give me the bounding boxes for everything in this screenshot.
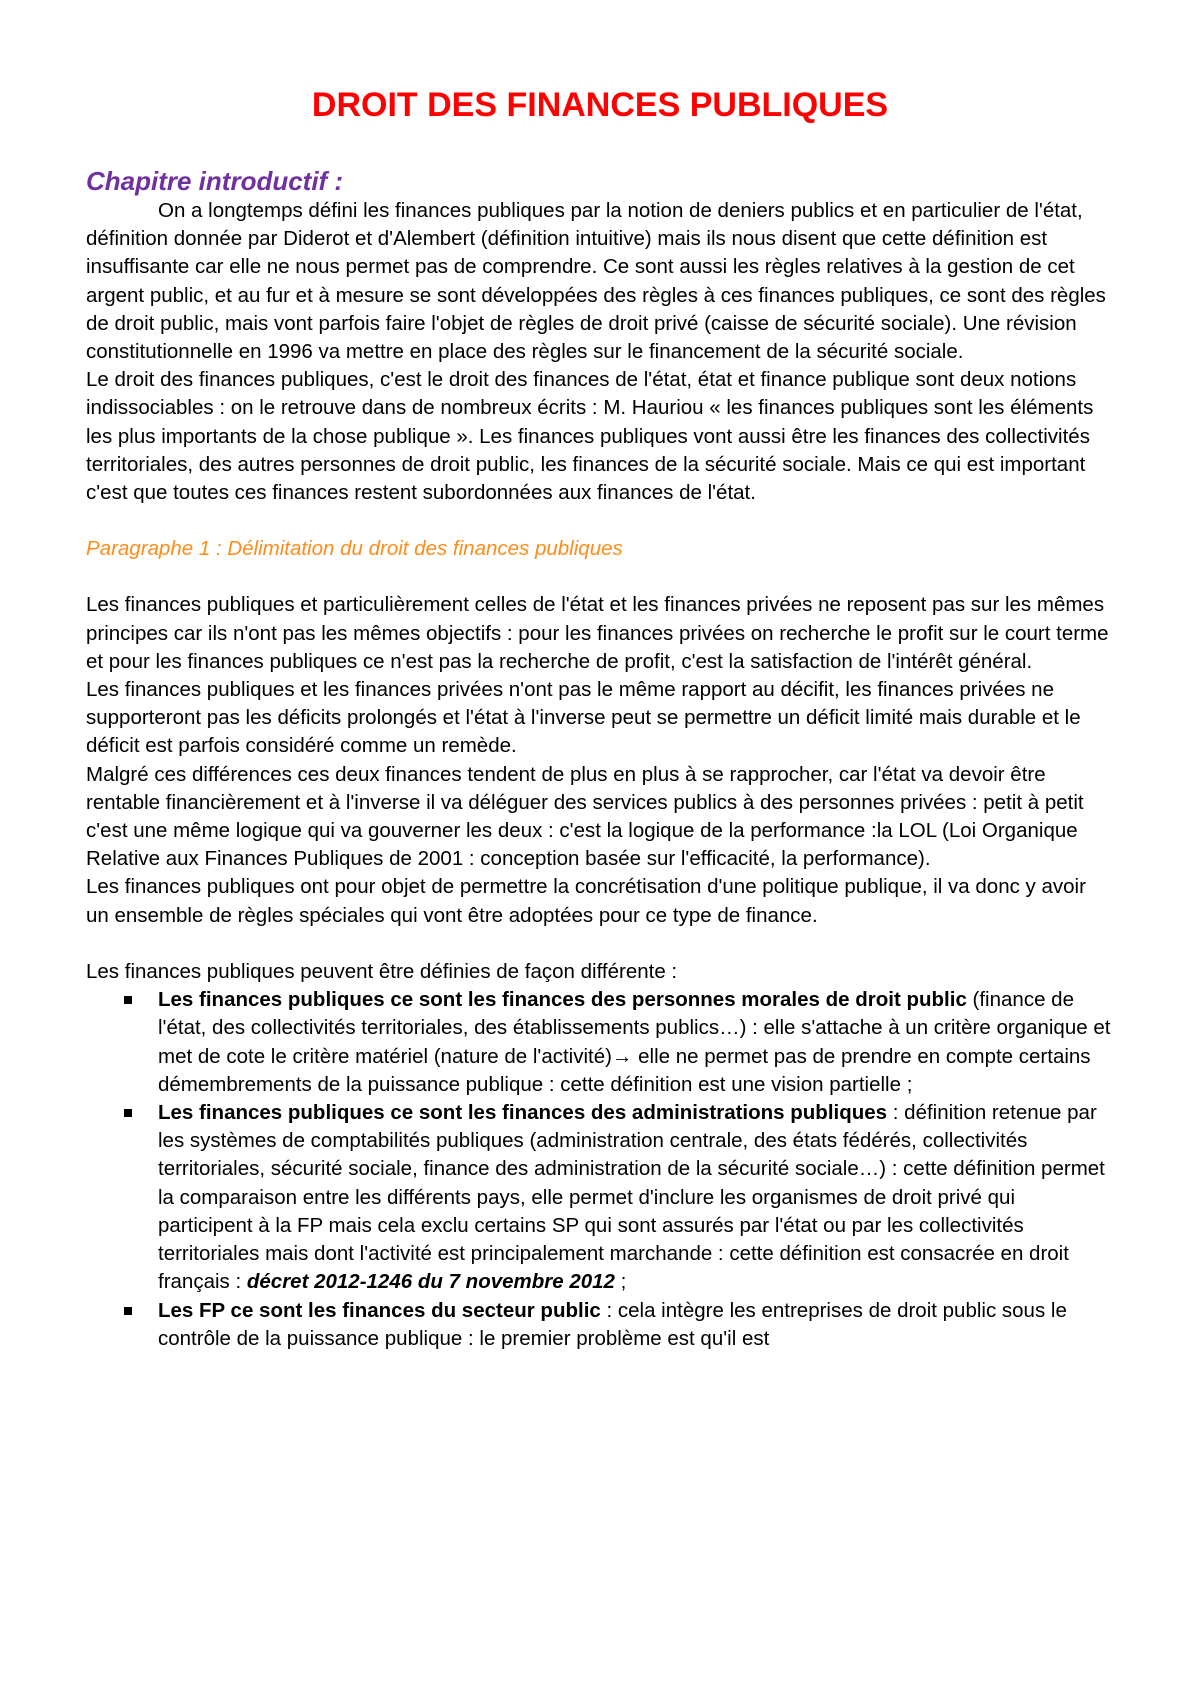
square-bullet-icon [124,1307,132,1315]
chapter-heading: Chapitre introductif : [86,166,344,196]
definition-term: Les finances publiques ce sont les finances des personnes morales de droit public [158,988,967,1012]
list-item [158,986,1114,1099]
section-paragraph: Les finances publiques et les finances privées n'ont pas le même rapport au décifit, les finances privées ne supporteront pas les déficits prolongés et l'état à l'inverse peut se permettre un déficit limité mais durable et le déficit est parfois considéré comme un remède. [86,678,1081,758]
definition-text: : définition retenue par les systèmes de comptabilités publiques (administration centrale, des états fédérés, collectivités territoriales, sécurité sociale, finance des administration de la sécurité sociale…) : cette définition permet la comparaison entre les différents pays, elle permet d'inclure les organismes de droit privé qui participent à la FP mais cela exclu certains SP qui sont assurés par l'état ou par les collectivités territoriales mais dont l'activité est principalement marchande : cette définition est consacrée en droit français : [158,1101,1105,1294]
definition-text: (finance de l'état, des collectivités territoriales, des établissements publics…) : elle s'attache à un critère organique et met de cote le critère matériel (nature de l'activité)→ elle ne permet pas de prendre en compte certains démembrements de la puissance publique : cette définition est une vision partielle ; [158,988,1111,1096]
list-item [158,1297,1114,1353]
section-paragraph: Les finances publiques et particulièrement celles de l'état et les finances privées ne reposent pas sur les mêmes principes car ils n'ont pas les mêmes objectifs : pour les finances privées on recherche le profit sur le court terme et pour les finances publiques ce n'est pas la recherche de profit, c'est la satisfaction de l'intérêt général. [86,593,1109,673]
square-bullet-icon [124,996,132,1004]
definition-text: : cela intègre les entreprises de droit public sous le contrôle de la puissance publique : le premier problème est qu'il est [158,1298,1067,1350]
section-paragraph: Malgré ces différences ces deux finances tendent de plus en plus à se rapprocher, car l'état va devoir être rentable financièrement et à l'inverse il va déléguer des services publics à des personnes privées : petit à petit c'est une même logique qui va gouverner les deux : c'est la logique de la performance :la LOL (Loi Organique Relative aux Finances Publiques de 2001 : conception basée sur l'efficacité, la performance). [86,762,1084,871]
chapter-paragraph: Le droit des finances publiques, c'est le droit des finances de l'état, état et finance publique sont deux notions indissociables : on le retrouve dans de nombreux écrits : M. Hauriou « les finances publiques sont les éléments les plus importants de la chose publique ». Les finances publiques vont aussi être les finances des collectivités territoriales, des autres personnes de droit public, les finances de la sécurité sociale. Mais ce qui est important c'est que toutes ces finances restent subordonnées aux finances de l'état. [86,368,1094,505]
definition-term: Les finances publiques ce sont les finances des administrations publiques [158,1101,888,1125]
blank-line [86,930,1114,958]
section-heading: Paragraphe 1 : Délimitation du droit des finances publiques [86,537,623,561]
definitions-intro: Les finances publiques peuvent être définies de façon différente : [86,960,678,984]
section-paragraph: Les finances publiques ont pour objet de permettre la concrétisation d'une politique publique, il va donc y avoir un ensemble de règles spéciales qui vont être adoptées pour ce type de finance. [86,875,1086,927]
list-item [158,1099,1114,1296]
square-bullet-icon [124,1109,132,1117]
document-title: DROIT DES FINANCES PUBLIQUES [311,86,889,124]
definition-tail: ; [614,1270,627,1294]
definitions-list [86,986,1114,1353]
definition-term: Les FP ce sont les finances du secteur public [158,1298,601,1322]
decree-reference: décret 2012-1246 du 7 novembre 2012 [246,1270,615,1294]
chapter-paragraph: On a longtemps défini les finances publiques par la notion de deniers publics et en particulier de l'état, définition donnée par Diderot et d'Alembert (définition intuitive) mais ils nous disent que cette définition est insuffisante car elle ne nous permet pas de comprendre. Ce sont aussi les règles relatives à la gestion de cet argent public, et au fur et à mesure se sont développées des règles à ces finances publiques, ce sont des règles de droit public, mais vont parfois faire l'objet de règles de droit privé (caisse de sécurité sociale). Une révision constitutionnelle en 1996 va mettre en place des règles sur le financement de la sécurité sociale. [86,199,1106,364]
